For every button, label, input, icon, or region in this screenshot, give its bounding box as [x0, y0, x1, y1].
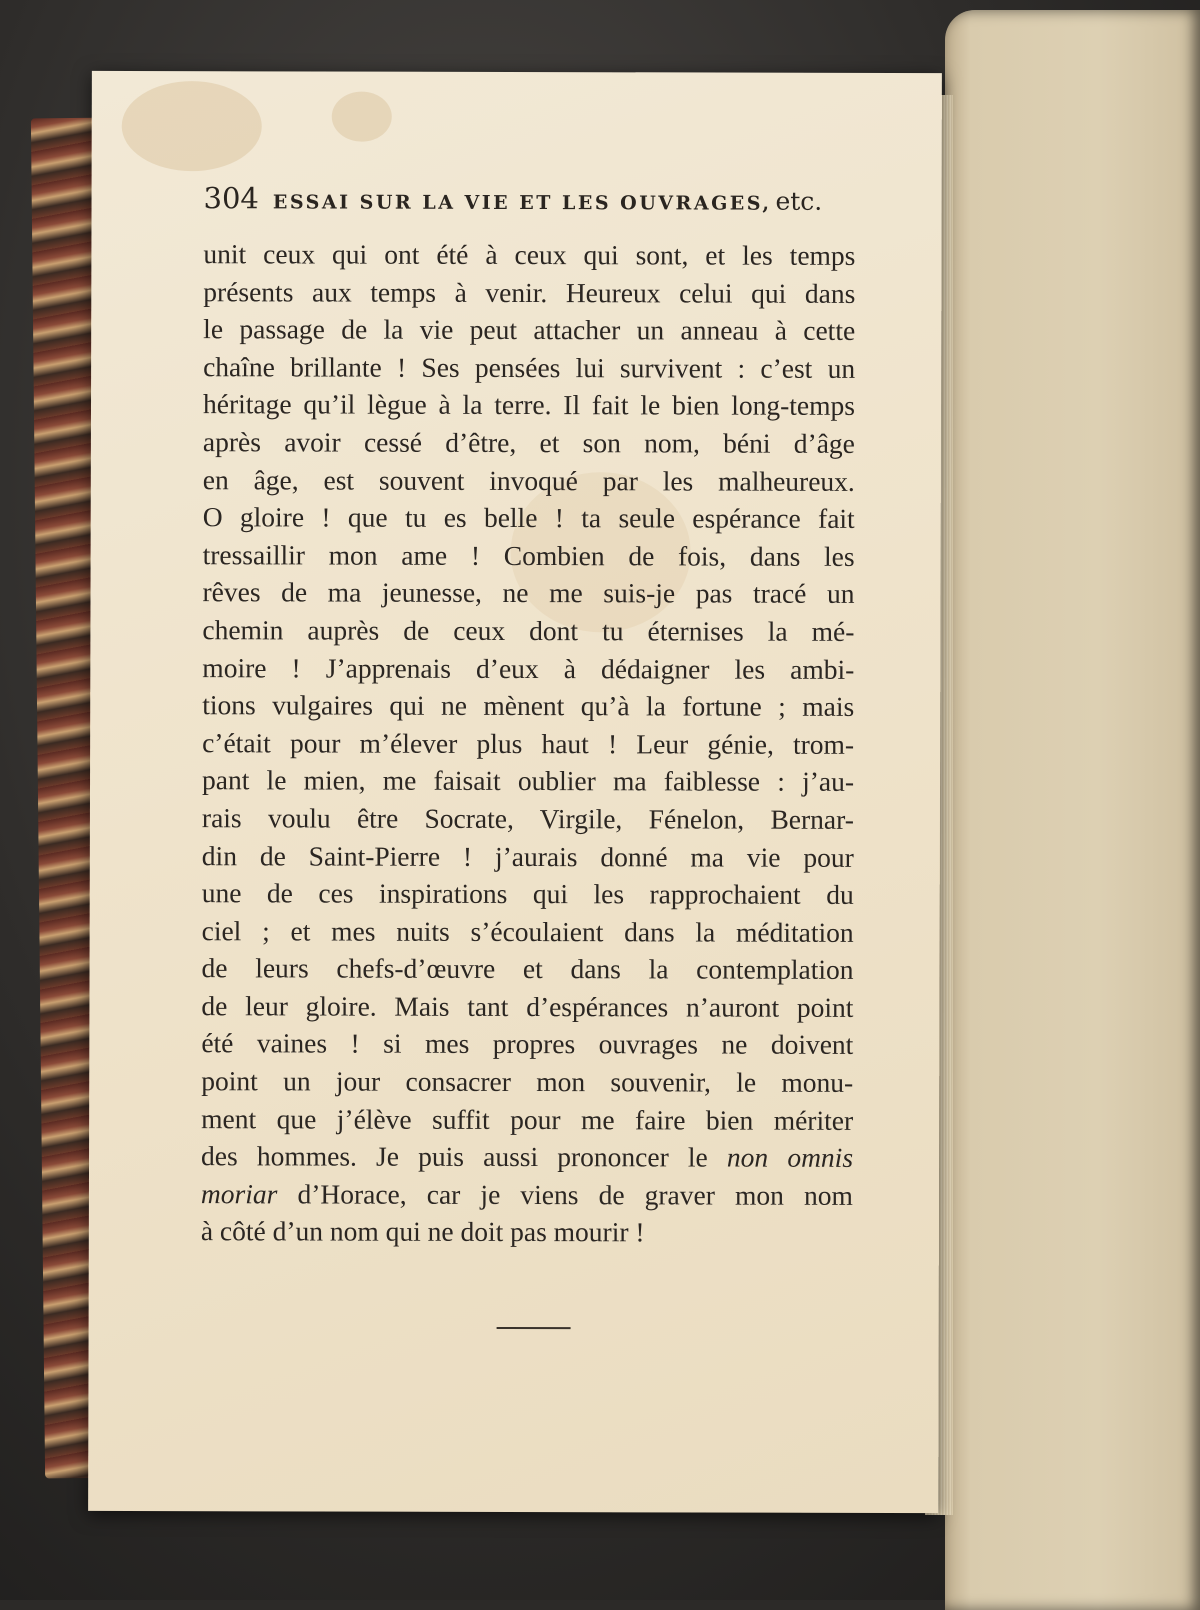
- text-line: c’était pour m’élever plus haut ! Leur génie, trom-: [202, 726, 855, 760]
- text-line: héritage qu’il lègue à la terre. Il fait le bien long-temps: [202, 388, 856, 422]
- text-line: tions vulgaires qui ne mènent qu’à la fortune ; mais: [202, 689, 855, 723]
- text-line: [201, 1137, 853, 1176]
- body-text: [201, 235, 856, 1252]
- text-line: unit ceux qui ont été à ceux qui sont, et les temps: [203, 238, 856, 271]
- text-line: à côté d’un nom qui ne doit pas mourir !: [200, 1215, 645, 1248]
- text-line: ment que j’élève suffit pour me faire bien mériter: [201, 1102, 854, 1136]
- text-line: présents aux temps à venir. Heureux celui qui dans: [203, 275, 856, 309]
- text-segment: d’Horace, car je viens de graver mon nom: [277, 1178, 853, 1211]
- latin-quote: moriar: [200, 1178, 278, 1210]
- text-segment: des hommes. Je puis aussi prononcer le: [201, 1140, 727, 1173]
- text-line: de leurs chefs-d’œuvre et dans la contemplation: [201, 952, 854, 986]
- running-header: [204, 181, 854, 217]
- text-line: en âge, est souvent invoqué par les malheureux.: [202, 463, 855, 497]
- text-line: rais voulu être Socrate, Virgile, Fénelon, Bernar-: [201, 802, 854, 835]
- text-line: chemin auprès de ceux dont tu éternises la mé-: [202, 614, 855, 647]
- end-rule: [497, 1327, 571, 1329]
- latin-quote: non omnis: [726, 1141, 854, 1174]
- facing-page: [945, 10, 1200, 1610]
- text-line: moire ! J’apprenais d’eux à dédaigner les ambi-: [202, 651, 855, 685]
- text-line: [201, 1175, 853, 1214]
- page-stain: [122, 81, 262, 171]
- text-line: rêves de ma jeunesse, ne me suis-je pas tracé un: [202, 576, 855, 610]
- running-title: ESSAI SUR LA VIE ET LES OUVRAGES,: [272, 191, 772, 215]
- text-line: une de ces inspirations qui les rapprochaient du: [201, 877, 854, 910]
- page-stain: [332, 92, 392, 142]
- book-page: [88, 71, 942, 1513]
- text-line: le passage de la vie peut attacher un anneau à cette: [203, 313, 856, 347]
- running-title-etc: etc.: [775, 186, 823, 216]
- text-line: pant le mien, me faisait oublier ma faiblesse : j’au-: [201, 764, 855, 798]
- page-number: 304: [203, 181, 259, 216]
- text-line: après avoir cessé d’être, et son nom, béni d’âge: [202, 426, 855, 459]
- text-line: point un jour consacrer mon souvenir, le monu-: [201, 1065, 854, 1098]
- text-line: de leur gloire. Mais tant d’espérances n’auront point: [201, 990, 854, 1023]
- text-line: chaîne brillante ! Ses pensées lui survivent : c’est un: [203, 350, 856, 384]
- text-line: tressaillir mon ame ! Combien de fois, dans les: [202, 538, 855, 572]
- text-line: O gloire ! que tu es belle ! ta seule espérance fait: [202, 501, 855, 535]
- text-line: din de Saint-Pierre ! j’aurais donné ma vie pour: [201, 839, 854, 873]
- text-line: été vaines ! si mes propres ouvrages ne doivent: [201, 1027, 854, 1061]
- text-line: ciel ; et mes nuits s’écoulaient dans la méditation: [201, 914, 854, 948]
